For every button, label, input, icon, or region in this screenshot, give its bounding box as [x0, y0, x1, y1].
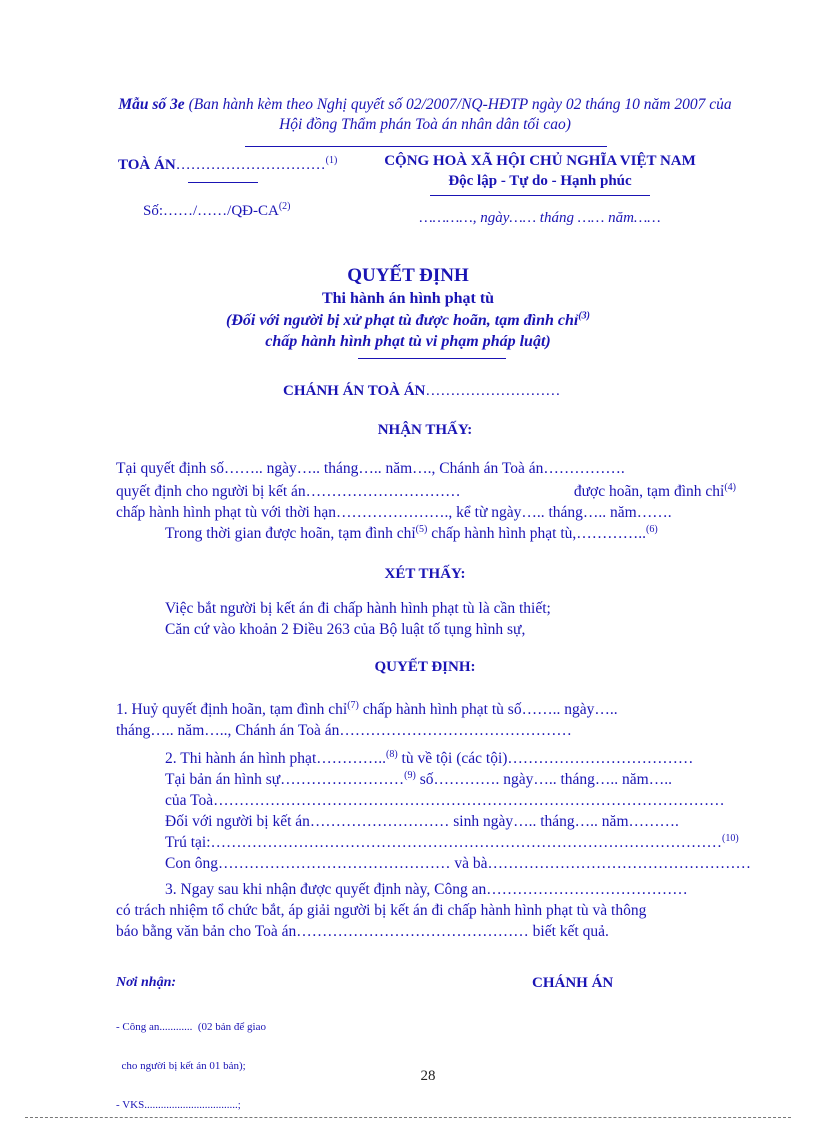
decision-p3-ref: (9) [404, 769, 416, 781]
court-dots: ………………………… [175, 157, 326, 173]
title-sub3: chấp hành hình phạt tù vi phạm pháp luật) [265, 333, 551, 350]
signer-title: CHÁNH ÁN [532, 975, 614, 991]
section-heading-considering: XÉT THẤY: [384, 566, 466, 582]
court-label: TOÀ ÁN [118, 157, 176, 173]
recipients-list [116, 995, 266, 1125]
recipient-police-note: cho người bị kết án 01 bản); [116, 1060, 246, 1072]
decision-number [143, 203, 291, 220]
decision-p3a: Tại bản án hình sự…………………… [165, 771, 405, 788]
findings-line1: Tại quyết định số…….. ngày….. tháng….. năm…., Chánh án Toà án……………. [116, 460, 625, 477]
decision-p1-line2: tháng….. năm….., Chánh án Toà án……………………………………… [116, 722, 572, 739]
country-name: CỘNG HOÀ XÃ HỘI CHỦ NGHĨA VIỆT NAM [384, 153, 696, 169]
title-sub1: Thi hành án hình phạt tù [321, 290, 495, 307]
date-line: …………, ngày…… tháng …… năm…… [419, 210, 661, 226]
decision-p6-text: Trú tại:……………………………………………………………………………………… [165, 834, 723, 851]
form-number: Mẫu số 3e [118, 96, 185, 113]
motto: Độc lập - Tự do - Hạnh phúc [448, 173, 632, 189]
findings-line2-right [574, 483, 736, 501]
title-sub2-ref: (3) [578, 310, 590, 322]
recipients-label: Nơi nhận: [116, 975, 177, 990]
findings-line2-ref: (4) [724, 481, 736, 493]
decision-p5: Đối với người bị kết án……………………… sinh ngày….. tháng….. năm………. [165, 813, 679, 830]
findings-line4-ref1: (5) [415, 523, 428, 535]
title-underline [358, 358, 506, 359]
recipient-police: - Công an............ (02 bản để giao [116, 1021, 266, 1033]
findings-line4 [165, 525, 658, 543]
decision-p1-ref: (7) [347, 699, 359, 711]
findings-line4-a: Trong thời gian được hoãn, tạm đình chỉ [165, 525, 416, 542]
decision-p2 [165, 750, 693, 768]
findings-line4-b: chấp hành hình phạt tù,………….. [427, 525, 647, 542]
section-heading-decision: QUYẾT ĐỊNH: [374, 659, 476, 675]
issuer-dots: ……………………… [425, 383, 561, 399]
decision-p7: Con ông……………………………………… và bà…………………………………………… [165, 855, 751, 872]
decision-p3 [165, 771, 672, 789]
motto-underline [430, 195, 650, 196]
findings-line2-right-text: được hoãn, tạm đình chỉ [573, 483, 725, 500]
decision-p4: của Toà……………………………………………………………………………………… [165, 792, 725, 809]
considering-line2: Căn cứ vào khoản 2 Điều 263 của Bộ luật tố tụng hình sự, [165, 621, 526, 638]
page-number: 28 [420, 1068, 436, 1084]
title-sub2 [0, 312, 816, 330]
decision-p1b: chấp hành hình phạt tù số…….. ngày….. [358, 701, 618, 718]
form-header [100, 95, 750, 135]
decision-p3b: số…………. ngày….. tháng….. năm….. [415, 771, 672, 788]
findings-line4-ref2: (6) [646, 523, 658, 535]
court-ref: (1) [325, 155, 338, 166]
decision-number-ref: (2) [278, 201, 291, 212]
decision-p9: có trách nhiệm tổ chức bắt, áp giải người bị kết án đi chấp hành hình phạt tù và thông [116, 902, 647, 919]
title-sub2-text: (Đối với người bị xử phạt tù được hoãn, tạm đình chỉ [225, 312, 579, 329]
issuer-line [283, 383, 560, 400]
decision-p6 [165, 834, 739, 852]
page-bottom-border [25, 1117, 791, 1118]
findings-line2 [116, 483, 736, 501]
findings-line2-left: quyết định cho người bị kết án………………………… [116, 483, 461, 500]
decision-p1a: 1. Huỷ quyết định hoãn, tạm đình chỉ [116, 701, 348, 718]
page-title: QUYẾT ĐỊNH [347, 265, 469, 286]
section-heading-findings: NHẬN THẤY: [377, 422, 473, 438]
decision-p6-ref: (10) [722, 832, 739, 844]
decision-number-text: Số:……/……/QĐ-CA [143, 203, 279, 219]
decision-p8: 3. Ngay sau khi nhận được quyết định này, Công an………………………………… [165, 881, 688, 898]
recipient-procuracy: - VKS..................................; [116, 1099, 241, 1111]
considering-line1: Việc bắt người bị kết án đi chấp hành hình phạt tù là cần thiết; [165, 600, 551, 617]
header-divider [245, 146, 607, 147]
issuer: CHÁNH ÁN TOÀ ÁN [283, 383, 426, 399]
findings-line3: chấp hành hình phạt tù với thời hạn…………………., kể từ ngày….. tháng….. năm……. [116, 504, 672, 521]
decision-p2a: 2. Thi hành án hình phạt………….. [165, 750, 386, 767]
decision-p1-line1 [116, 701, 618, 719]
decision-p10: báo bằng văn bản cho Toà án……………………………………… biết kết quả. [116, 923, 609, 940]
court-underline [188, 182, 258, 183]
decision-p2-ref: (8) [386, 748, 398, 760]
court-line [118, 157, 337, 174]
form-note: (Ban hành kèm theo Nghị quyết số 02/2007/NQ-HĐTP ngày 02 tháng 10 năm 2007 của [188, 96, 732, 113]
decision-p2b: tù về tội (các tội)……………………………… [397, 750, 694, 767]
form-note-line2: Hội đồng Thẩm phán Toà án nhân dân tối cao) [279, 116, 571, 133]
